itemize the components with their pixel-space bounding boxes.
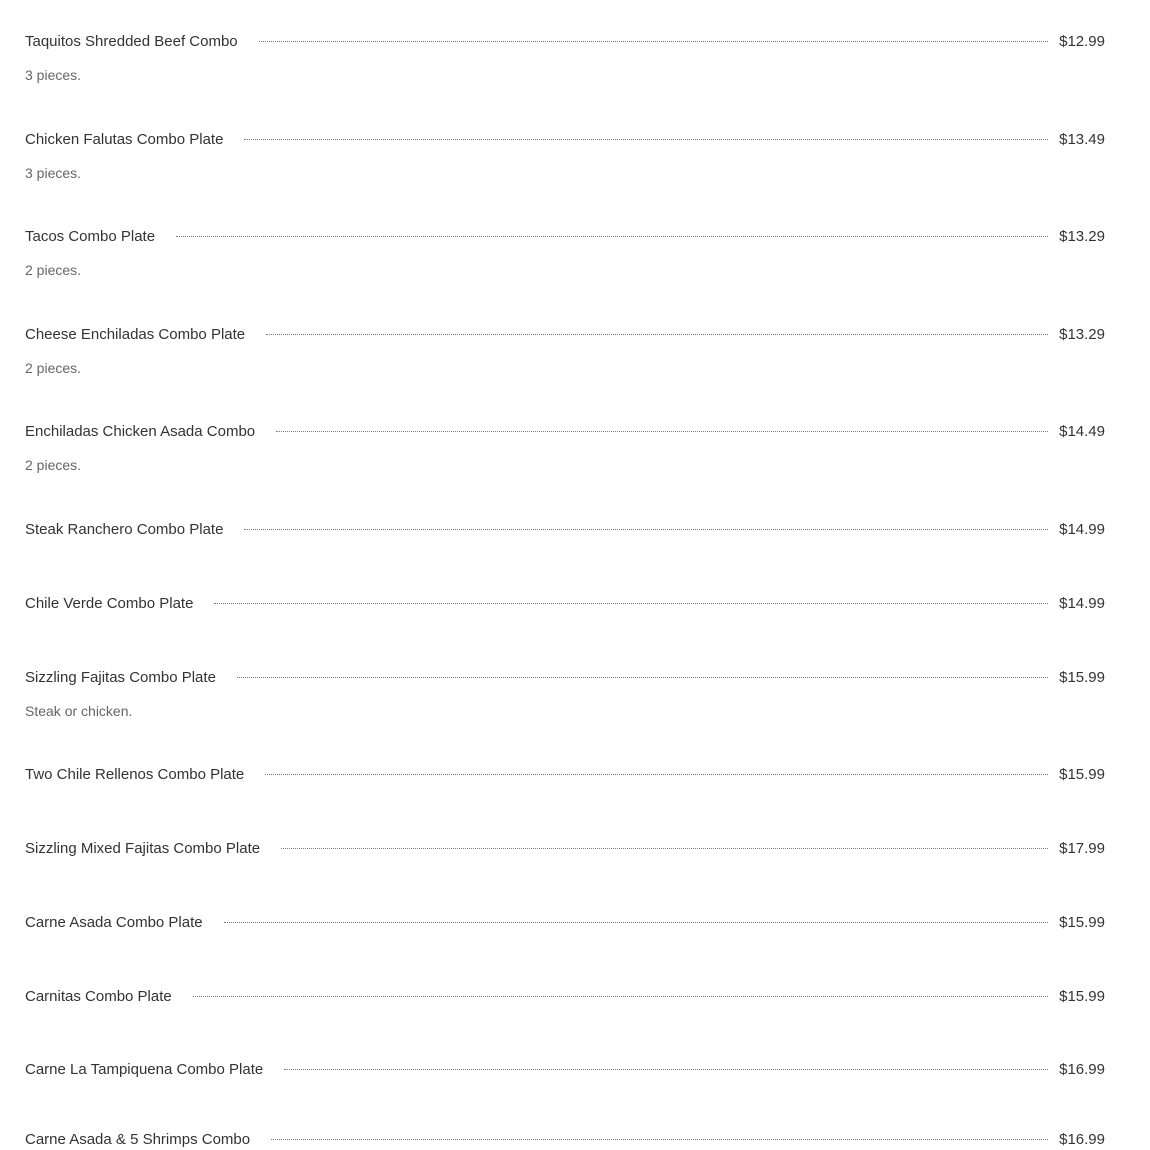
dotted-leader [237,677,1048,678]
menu-item [25,520,1105,540]
menu-item-name[interactable]: Tacos Combo Plate [25,228,156,245]
dotted-leader [265,774,1048,775]
dotted-leader [244,529,1048,530]
menu-item-price: $14.99 [1059,521,1105,538]
menu-item-description: 3 pieces. [25,67,82,83]
menu-item [25,422,1105,474]
dotted-leader [271,1139,1048,1140]
menu-item-price: $15.99 [1059,669,1105,686]
menu-item-price: $12.99 [1059,33,1105,50]
menu-item-price: $15.99 [1059,988,1105,1005]
menu-item-name[interactable]: Chile Verde Combo Plate [25,595,194,612]
dotted-leader [276,431,1048,432]
dotted-leader [224,922,1049,923]
dotted-leader [244,139,1048,140]
menu-item-price: $16.99 [1059,1131,1105,1148]
menu-item-name[interactable]: Taquitos Shredded Beef Combo [25,33,238,50]
menu-item-price: $13.29 [1059,228,1105,245]
menu-item-description: 2 pieces. [25,457,82,473]
menu-item-price: $14.99 [1059,595,1105,612]
menu-item [25,32,1105,84]
menu-item-name[interactable]: Carne Asada & 5 Shrimps Combo [25,1131,251,1148]
menu-item-price: $15.99 [1059,766,1105,783]
menu-item [25,1060,1105,1080]
menu-item-name[interactable]: Carnitas Combo Plate [25,988,172,1005]
menu-item-name[interactable]: Carne Asada Combo Plate [25,914,203,931]
menu-item [25,227,1105,279]
menu-item-description: 3 pieces. [25,165,82,181]
menu-item [25,1130,1105,1150]
menu-item-name[interactable]: Steak Ranchero Combo Plate [25,521,224,538]
menu-item-price: $15.99 [1059,914,1105,931]
menu-item [25,839,1105,859]
menu-item-price: $17.99 [1059,840,1105,857]
menu-item-description: 2 pieces. [25,360,82,376]
dotted-leader [193,996,1048,997]
menu-item-name[interactable]: Sizzling Fajitas Combo Plate [25,669,216,686]
dotted-leader [281,848,1048,849]
menu-item-price: $13.49 [1059,131,1105,148]
menu-item-description: Steak or chicken. [25,703,133,719]
menu-item [25,765,1105,785]
dotted-leader [214,603,1048,604]
dotted-leader [176,236,1048,237]
menu-item [25,668,1105,720]
menu-item-name[interactable]: Chicken Falutas Combo Plate [25,131,224,148]
menu-item [25,987,1105,1007]
menu-item-name[interactable]: Sizzling Mixed Fajitas Combo Plate [25,840,261,857]
menu-item-name[interactable]: Two Chile Rellenos Combo Plate [25,766,245,783]
menu-item [25,130,1105,182]
dotted-leader [266,334,1048,335]
menu-item-name[interactable]: Cheese Enchiladas Combo Plate [25,326,246,343]
dotted-leader [259,41,1048,42]
menu-item-description: 2 pieces. [25,262,82,278]
menu-item [25,325,1105,377]
menu-item [25,594,1105,614]
menu-item-price: $16.99 [1059,1061,1105,1078]
menu-item-price: $13.29 [1059,326,1105,343]
menu-item-name[interactable]: Enchiladas Chicken Asada Combo [25,423,256,440]
menu-item-price: $14.49 [1059,423,1105,440]
menu-item-name[interactable]: Carne La Tampiquena Combo Plate [25,1061,264,1078]
dotted-leader [284,1069,1048,1070]
menu-item [25,913,1105,933]
